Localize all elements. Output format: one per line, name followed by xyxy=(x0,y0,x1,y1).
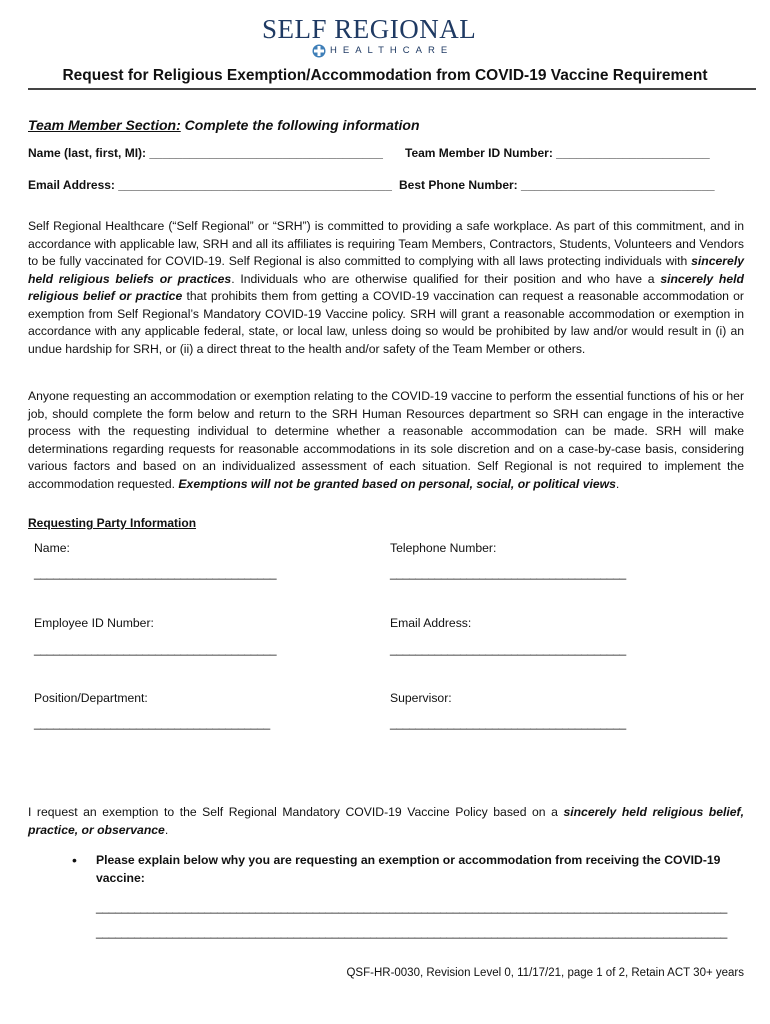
req-email-input[interactable]: _____________________________________ xyxy=(390,642,626,656)
form-footer: QSF-HR-0030, Revision Level 0, 11/17/21, page 1 of 2, Retain ACT 30+ years xyxy=(346,967,744,979)
process-paragraph: Anyone requesting an accommodation or exemption relating to the COVID-19 vaccine to perform the essential functions of his or her job, should complete the form below and return to the SRH Human Resources department so SRH can engage in the interactive process with the requesting individual to determine whether a reasonable accommodation can be made. SRH will make determinations regarding requests for reasonable accommodations in its sole discretion and on a case-by-case basis, considering various factors and based on an individualized assessment of each situation. Self Regional is not required to implement the accommodation requested. Exemptions will not be granted based on personal, social, or political views. xyxy=(28,389,744,491)
req-supervisor-label: Supervisor: xyxy=(390,691,452,705)
logo-cross-icon xyxy=(312,44,326,58)
logo-main-text: SELF REGIONAL xyxy=(262,14,477,44)
req-employee-id-input[interactable]: ______________________________________ xyxy=(34,642,277,656)
emphasis-belief: sincerely held religious belief or practice xyxy=(28,271,744,303)
member-id-field[interactable]: Team Member ID Number: _______________________ xyxy=(405,146,710,160)
emphasis-beliefs: sincerely held religious beliefs or practices xyxy=(28,254,744,286)
email-field[interactable]: Email Address: _________________________________________ xyxy=(28,178,392,192)
bullet-icon: • xyxy=(72,852,77,868)
name-field[interactable]: Name (last, first, MI): ___________________________________ xyxy=(28,146,383,160)
request-statement: I request an exemption to the Self Regional Mandatory COVID-19 Vaccine Policy based on a sincerely held religious belief, practice, or observance. xyxy=(28,805,744,837)
req-position-label: Position/Department: xyxy=(34,691,148,705)
explanation-line-2[interactable]: ___________________________________________________________________________________________________ xyxy=(96,925,728,939)
emphasis-religious-belief: sincerely held religious belief, practice, or observance xyxy=(28,805,744,837)
section-label: Team Member Section: xyxy=(28,117,181,133)
req-telephone-label: Telephone Number: xyxy=(390,541,497,555)
req-name-input[interactable]: ______________________________________ xyxy=(34,566,277,580)
logo-sub-text: HEALTHCARE xyxy=(330,45,454,56)
req-employee-id-label: Employee ID Number: xyxy=(34,616,154,630)
document-title: Request for Religious Exemption/Accommodation from COVID-19 Vaccine Requirement xyxy=(62,67,708,84)
req-supervisor-input[interactable]: _____________________________________ xyxy=(390,716,626,730)
explanation-line-1[interactable]: ___________________________________________________________________________________________________ xyxy=(96,900,728,914)
req-position-input[interactable]: _____________________________________ xyxy=(34,716,270,730)
req-email-label: Email Address: xyxy=(390,616,472,630)
phone-field[interactable]: Best Phone Number: _____________________________ xyxy=(399,178,715,192)
emphasis-exemptions: Exemptions will not be granted based on personal, social, or political views xyxy=(178,476,616,491)
req-telephone-input[interactable]: _____________________________________ xyxy=(390,566,626,580)
self-regional-logo xyxy=(262,14,477,62)
req-name-label: Name: xyxy=(34,541,70,555)
requesting-party-heading: Requesting Party Information xyxy=(28,516,197,530)
title-divider xyxy=(28,88,756,90)
team-member-section-heading xyxy=(28,117,420,133)
section-instruction: Complete the following information xyxy=(184,117,420,133)
explanation-prompt: Please explain below why you are requesting an exemption or accommodation from receiving the COVID-19 vaccine: xyxy=(96,853,721,885)
policy-paragraph: Self Regional Healthcare (“Self Regional” or “SRH”) is committed to providing a safe workplace. As part of this commitment, and in accordance with applicable law, SRH and all its affiliates is requiring Team Members, Contractors, Students, Volunteers and Vendors to be fully vaccinated for COVID-19. Self Regional is also committed to complying with all laws protecting individuals with sincerely held religious beliefs or practices. Individuals who are otherwise qualified for their position and who have a sincerely held religious belief or practice that prohibits them from getting a COVID-19 vaccination can request a reasonable accommodation or exemption from Self Regional’s Mandatory COVID-19 Vaccine policy. SRH will grant a reasonable accommodation or exemption in accordance with any applicable federal, state, or local law, unless doing so would be prohibited by law and/or would result in (i) an undue hardship for SRH, or (ii) a direct threat to the health and/or safety of the Team Member or others. xyxy=(28,219,744,356)
